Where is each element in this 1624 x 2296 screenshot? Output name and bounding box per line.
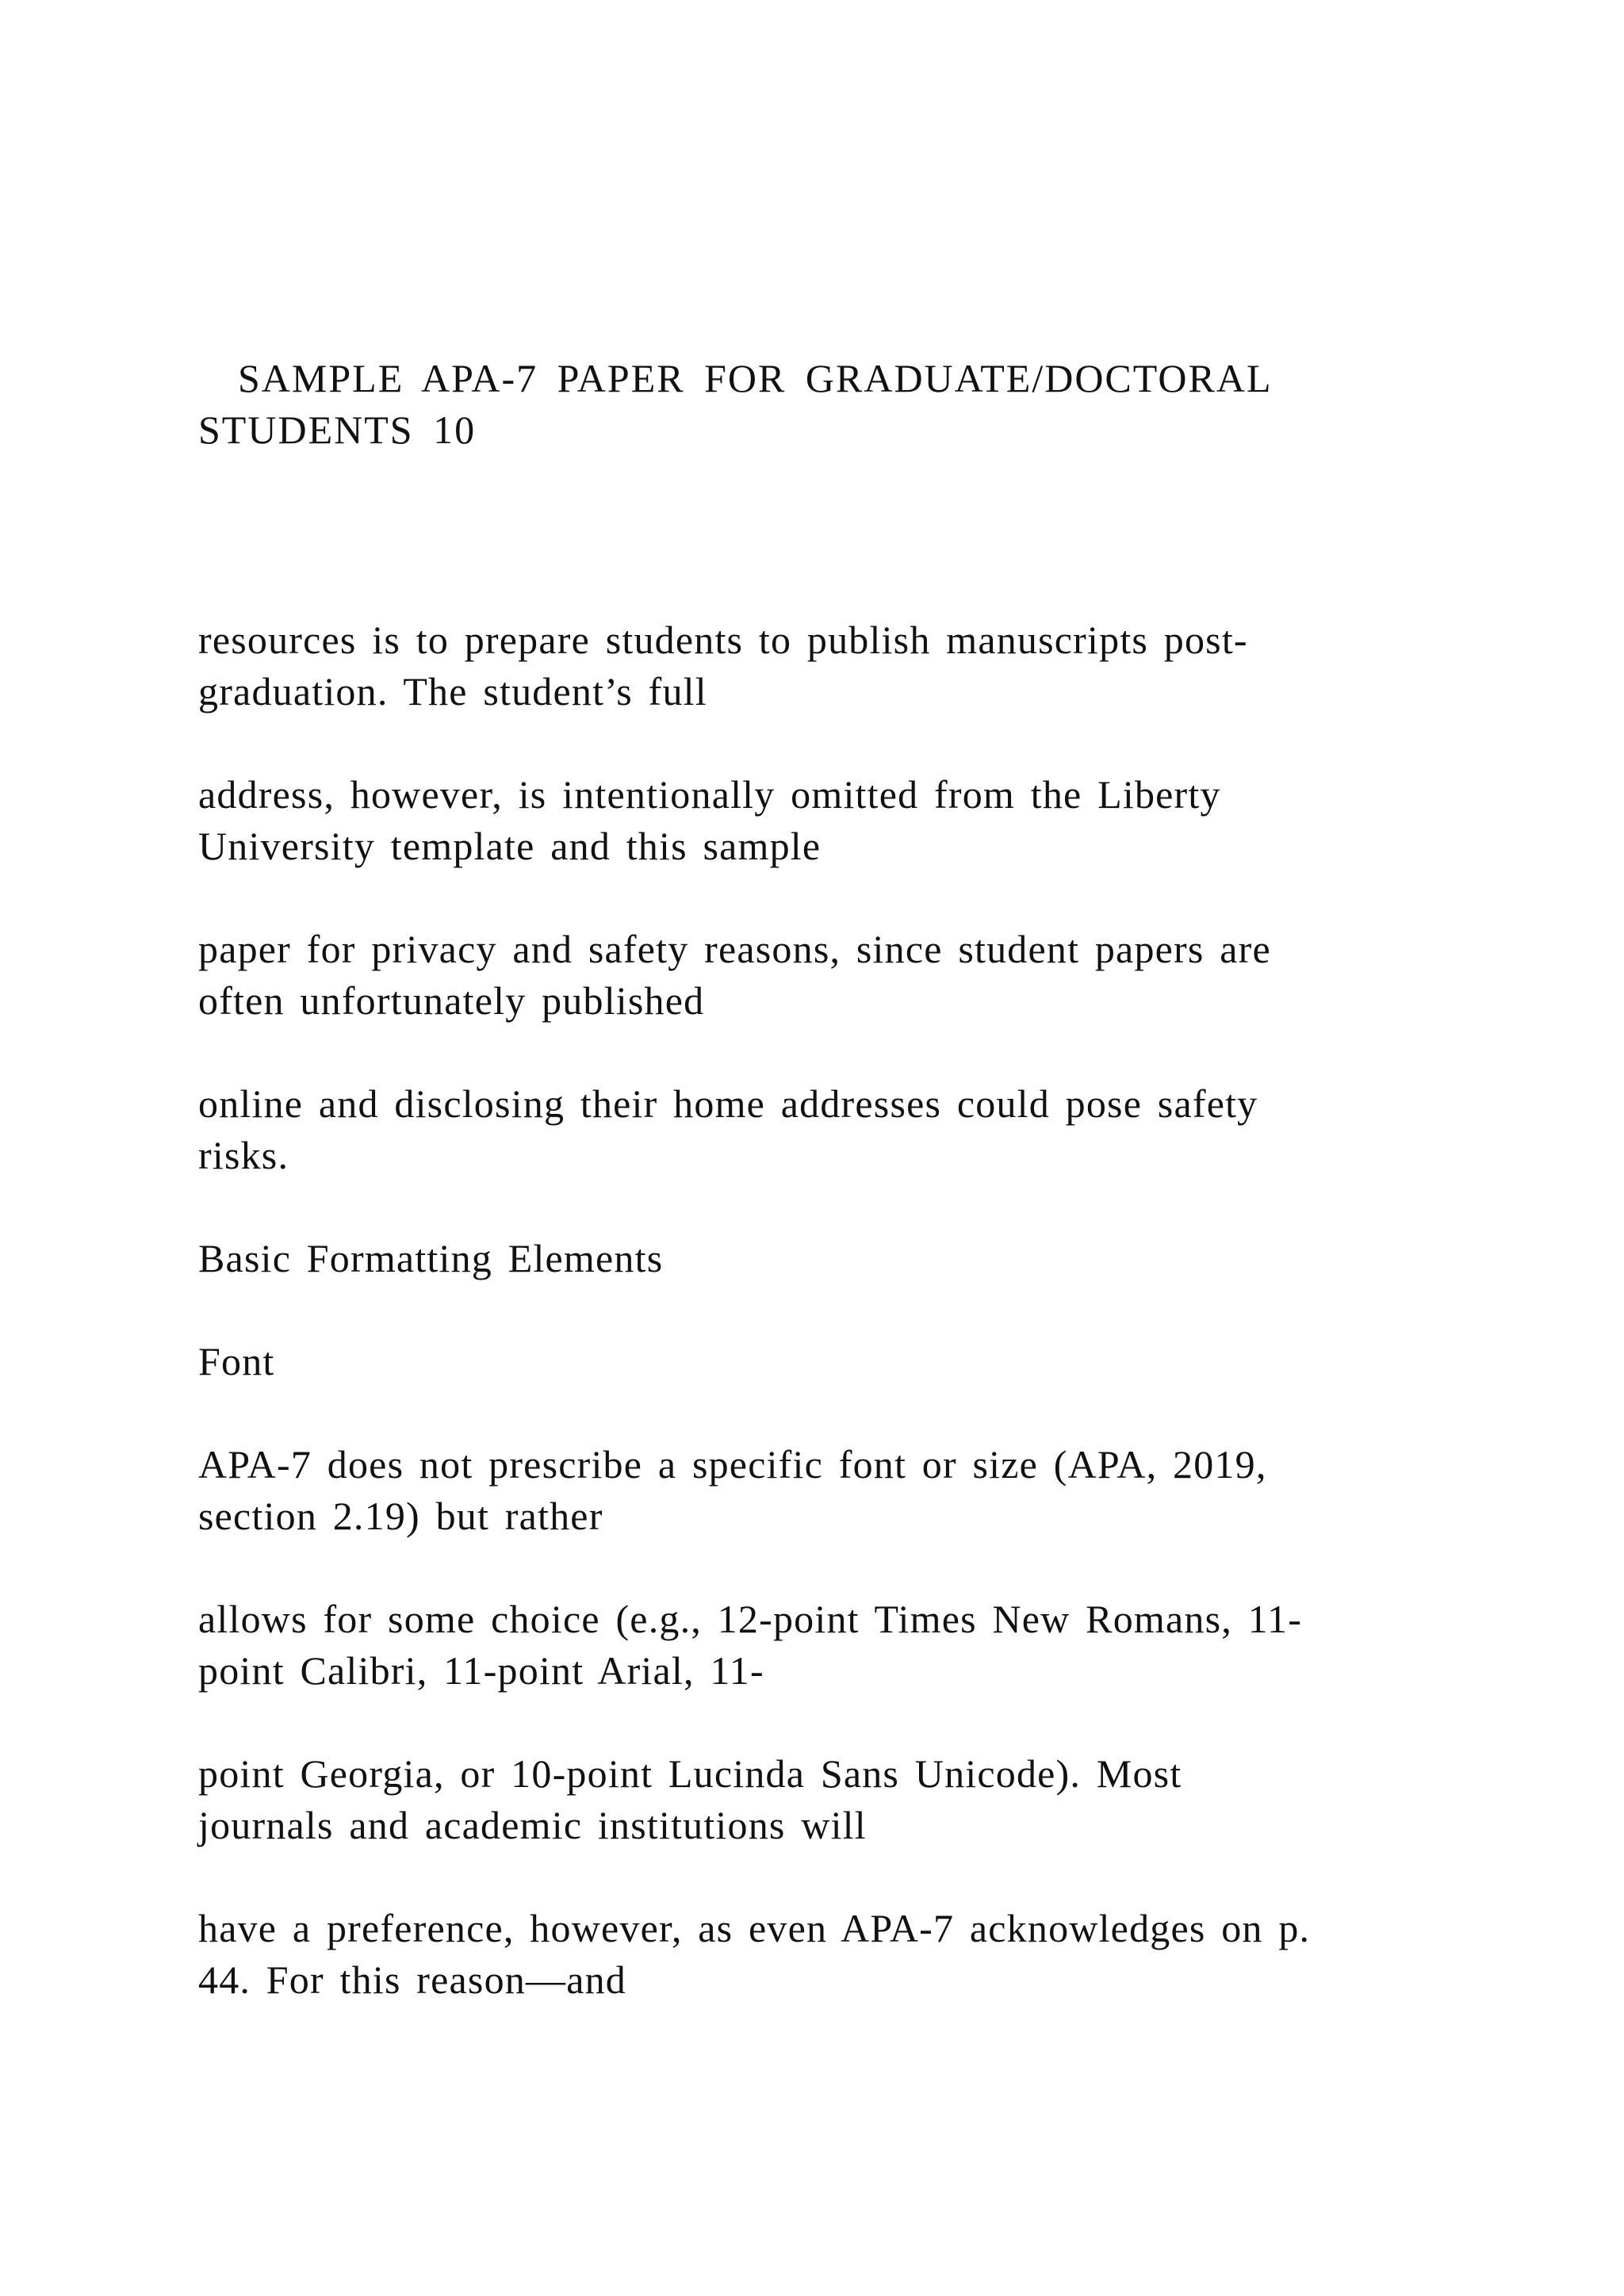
paragraph-line: point Calibri, 11-point Arial, 11- [198, 1648, 764, 1693]
paragraph-line: point Georgia, or 10-point Lucinda Sans Unicode). Most [198, 1751, 1182, 1796]
paragraph-line: have a preference, however, as even APA-7 acknowledges on p. [198, 1906, 1311, 1950]
paragraph-line: section 2.19) but rather [198, 1494, 603, 1538]
paragraph-line: journals and academic institutions will [198, 1803, 867, 1847]
paragraph-line: online and disclosing their home addresses could pose safety [198, 1081, 1258, 1126]
paragraph-line: paper for privacy and safety reasons, since student papers are [198, 927, 1271, 971]
subsection-heading: Font [198, 1339, 275, 1383]
paragraph-line: allows for some choice (e.g., 12-point Times New Romans, 11- [198, 1597, 1303, 1641]
paragraph-line: graduation. The student’s full [198, 669, 707, 714]
paragraph-line: risks. [198, 1133, 289, 1177]
running-head-line-2: STUDENTS 10 [198, 408, 477, 452]
paragraph-line: 44. For this reason—and [198, 1957, 626, 2002]
paragraph-line: resources is to prepare students to publish manuscripts post- [198, 618, 1248, 662]
paragraph-line: often unfortunately published [198, 978, 705, 1023]
running-head-line-1: SAMPLE APA-7 PAPER FOR GRADUATE/DOCTORAL [238, 356, 1273, 400]
paragraph-line: University template and this sample [198, 824, 822, 868]
section-heading: Basic Formatting Elements [198, 1236, 664, 1280]
paragraph-line: address, however, is intentionally omitted from the Liberty [198, 772, 1221, 817]
paragraph-line: APA-7 does not prescribe a specific font or size (APA, 2019, [198, 1442, 1267, 1487]
